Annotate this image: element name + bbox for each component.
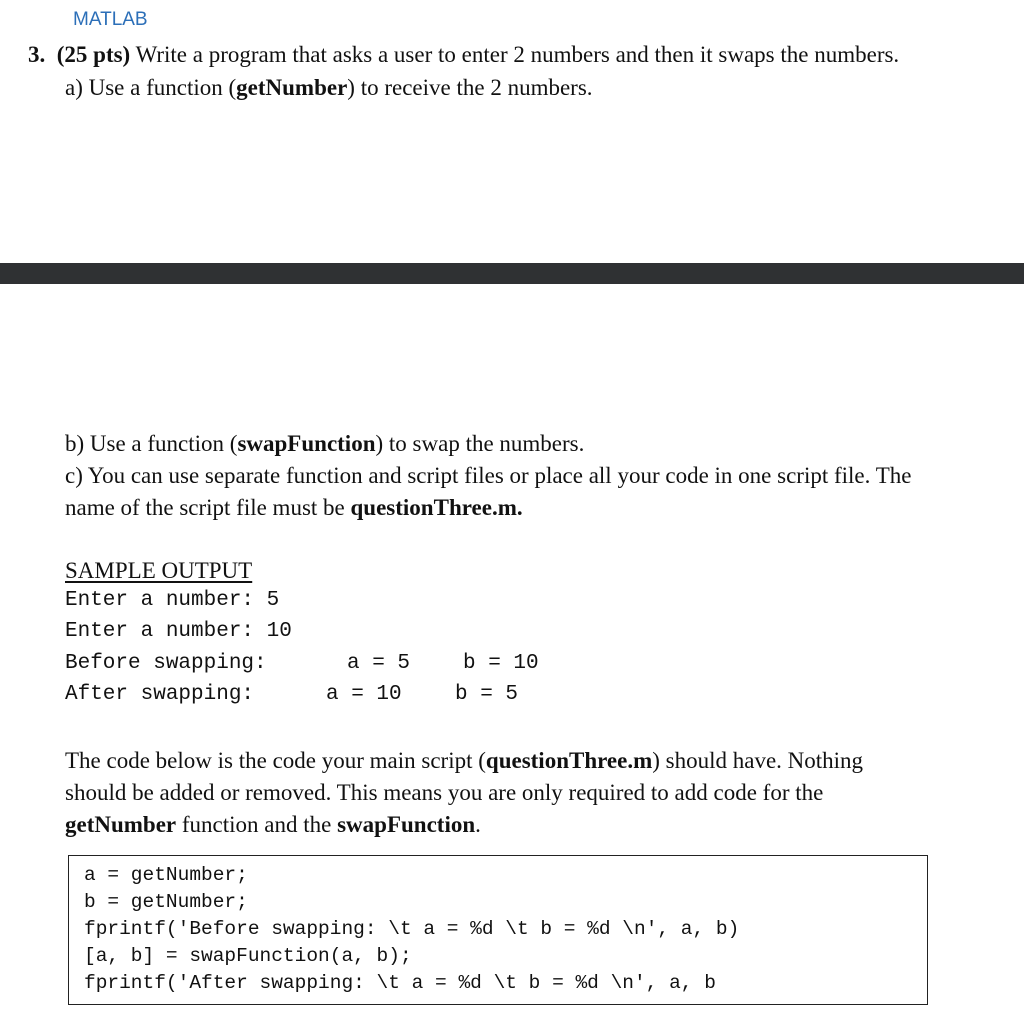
explanation-mid: function and the — [176, 812, 338, 837]
code-line-1: a = getNumber; — [84, 864, 248, 886]
question-number: 3. — [28, 42, 46, 67]
part-c-filename: questionThree.m. — [350, 495, 523, 520]
explanation-filename: questionThree.m — [485, 748, 653, 773]
code-line-3: fprintf('Before swapping: \t a = %d \t b = %d \n', a, b) — [84, 918, 740, 940]
explanation-prefix: The code below is the code your main script ( — [65, 748, 486, 773]
part-a-suffix: ) to receive the 2 numbers. — [347, 75, 593, 100]
question-points: (25 pts) — [56, 42, 131, 67]
part-a-prefix: a) Use a function ( — [65, 75, 237, 100]
explanation-line2: should be added or removed. This means you are only required to add code for the — [65, 780, 824, 805]
code-line-5: fprintf('After swapping: \t a = %d \t b = %d \n', a, b — [84, 972, 716, 994]
explanation-suffix: ) should have. Nothing — [652, 748, 864, 773]
sample-before-a: a = 5 — [347, 652, 411, 675]
explanation-line1 — [65, 745, 863, 777]
sample-line-4: After swapping: — [65, 683, 255, 706]
question-heading — [28, 39, 899, 71]
part-c-prefix: name of the script file must be — [65, 495, 351, 520]
explanation-end: . — [475, 812, 481, 837]
sample-output-heading-text: SAMPLE OUTPUT — [65, 558, 253, 583]
part-c-line1: c) You can use separate function and script files or place all your code in one script file. The — [65, 463, 912, 488]
question-intro: Write a program that asks a user to enter 2 numbers and then it swaps the numbers. — [130, 42, 900, 67]
sample-after-a: a = 10 — [326, 683, 402, 706]
part-b-prefix: b) Use a function ( — [65, 431, 238, 456]
part-a — [65, 72, 593, 104]
part-b-function: swapFunction — [237, 431, 376, 456]
part-b — [65, 428, 584, 460]
sample-output-heading — [65, 555, 252, 587]
explanation-line3 — [65, 809, 481, 841]
code-line-2: b = getNumber; — [84, 891, 248, 913]
sample-line-1: Enter a number: 5 — [65, 589, 280, 612]
explanation-fn1: getNumber — [65, 812, 177, 837]
subject-tag: MATLAB — [73, 9, 148, 30]
code-line-4: [a, b] = swapFunction(a, b); — [84, 945, 412, 967]
part-a-function: getNumber — [236, 75, 348, 100]
sample-before-b: b = 10 — [463, 652, 539, 675]
explanation-fn2: swapFunction — [337, 812, 476, 837]
part-c-line2 — [65, 492, 523, 524]
sample-after-b: b = 5 — [455, 683, 519, 706]
sample-line-3: Before swapping: — [65, 652, 267, 675]
part-b-suffix: ) to swap the numbers. — [375, 431, 585, 456]
redaction-band — [0, 263, 1024, 284]
sample-line-2: Enter a number: 10 — [65, 620, 292, 643]
